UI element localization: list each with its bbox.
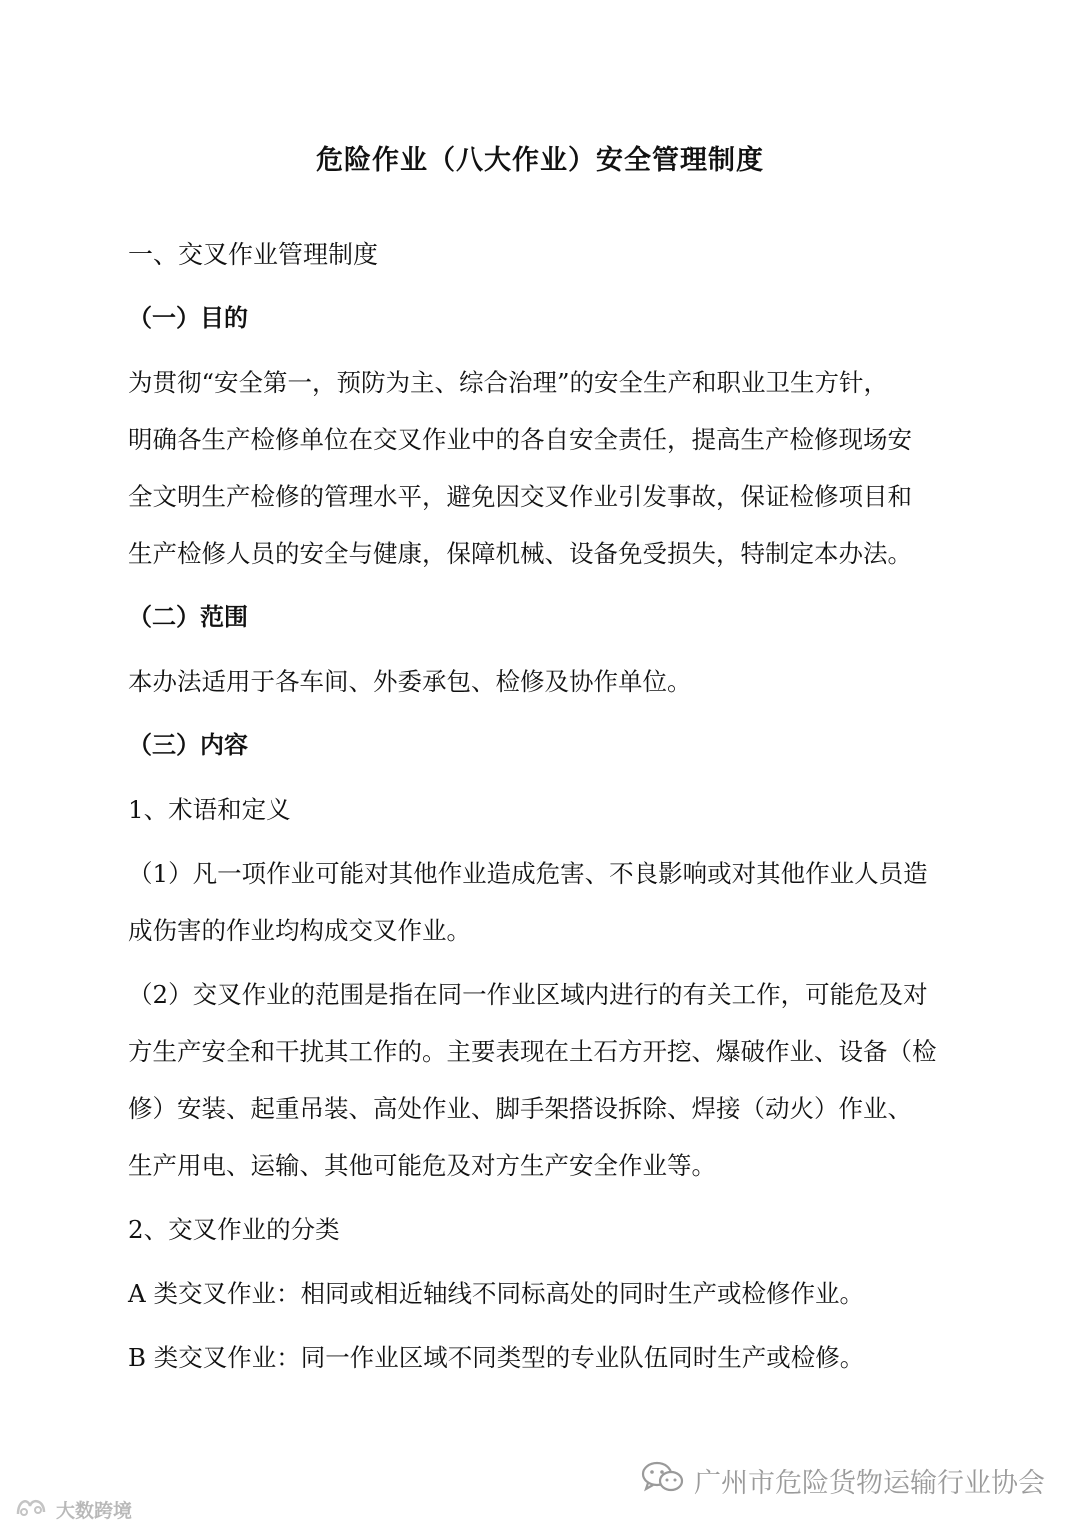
term2-line-4: 生产用电、运输、其他可能危及对方生产安全作业等。	[128, 1151, 716, 1180]
watermark-text: 广州市危险货物运输行业协会	[694, 1467, 1045, 1499]
purpose-line-3: 全文明生产检修的管理水平，避免因交叉作业引发事故，保证检修项目和	[128, 482, 912, 511]
term1-line-1: （1）凡一项作业可能对其他作业造成危害、不良影响或对其他作业人员造	[128, 859, 928, 888]
scope-line: 本办法适用于各车间、外委承包、检修及协作单位。	[128, 667, 692, 696]
term2-line-3: 修）安装、起重吊装、高处作业、脚手架搭设拆除、焊接（动火）作业、	[128, 1094, 912, 1123]
term1-line-2: 成伤害的作业均构成交叉作业。	[128, 916, 471, 945]
watermark	[640, 1460, 1045, 1500]
class-b-line: B 类交叉作业：同一作业区域不同类型的专业队伍同时生产或检修。	[128, 1343, 865, 1372]
purpose-line-1: 为贯彻“安全第一，预防为主、综合治理”的安全生产和职业卫生方针，	[128, 368, 889, 397]
footer-logo-text: 大数跨境	[56, 1499, 133, 1522]
footer-logo	[14, 1494, 132, 1524]
classification-heading: 2、交叉作业的分类	[128, 1215, 340, 1244]
class-a-line: A 类交叉作业：相同或相近轴线不同标高处的同时生产或检修作业。	[128, 1279, 864, 1308]
scope-heading: （二）范围	[128, 603, 248, 631]
purpose-line-4: 生产检修人员的安全与健康，保障机械、设备免受损失，特制定本办法。	[128, 539, 912, 568]
purpose-line-2: 明确各生产检修单位在交叉作业中的各自安全责任，提高生产检修现场安	[128, 425, 912, 454]
term2-line-2: 方生产安全和干扰其工作的。主要表现在土石方开挖、爆破作业、设备（检	[128, 1037, 937, 1066]
section-heading: 一、交叉作业管理制度	[128, 240, 379, 269]
wechat-icon	[640, 1459, 686, 1502]
terms-heading: 1、术语和定义	[128, 795, 291, 824]
term2-line-1: （2）交叉作业的范围是指在同一作业区域内进行的有关工作，可能危及对	[128, 980, 928, 1009]
page-title: 危险作业（八大作业）安全管理制度	[316, 145, 764, 176]
logo-icon	[14, 1494, 50, 1525]
content-heading: （三）内容	[128, 731, 248, 759]
purpose-heading: （一）目的	[128, 304, 248, 332]
